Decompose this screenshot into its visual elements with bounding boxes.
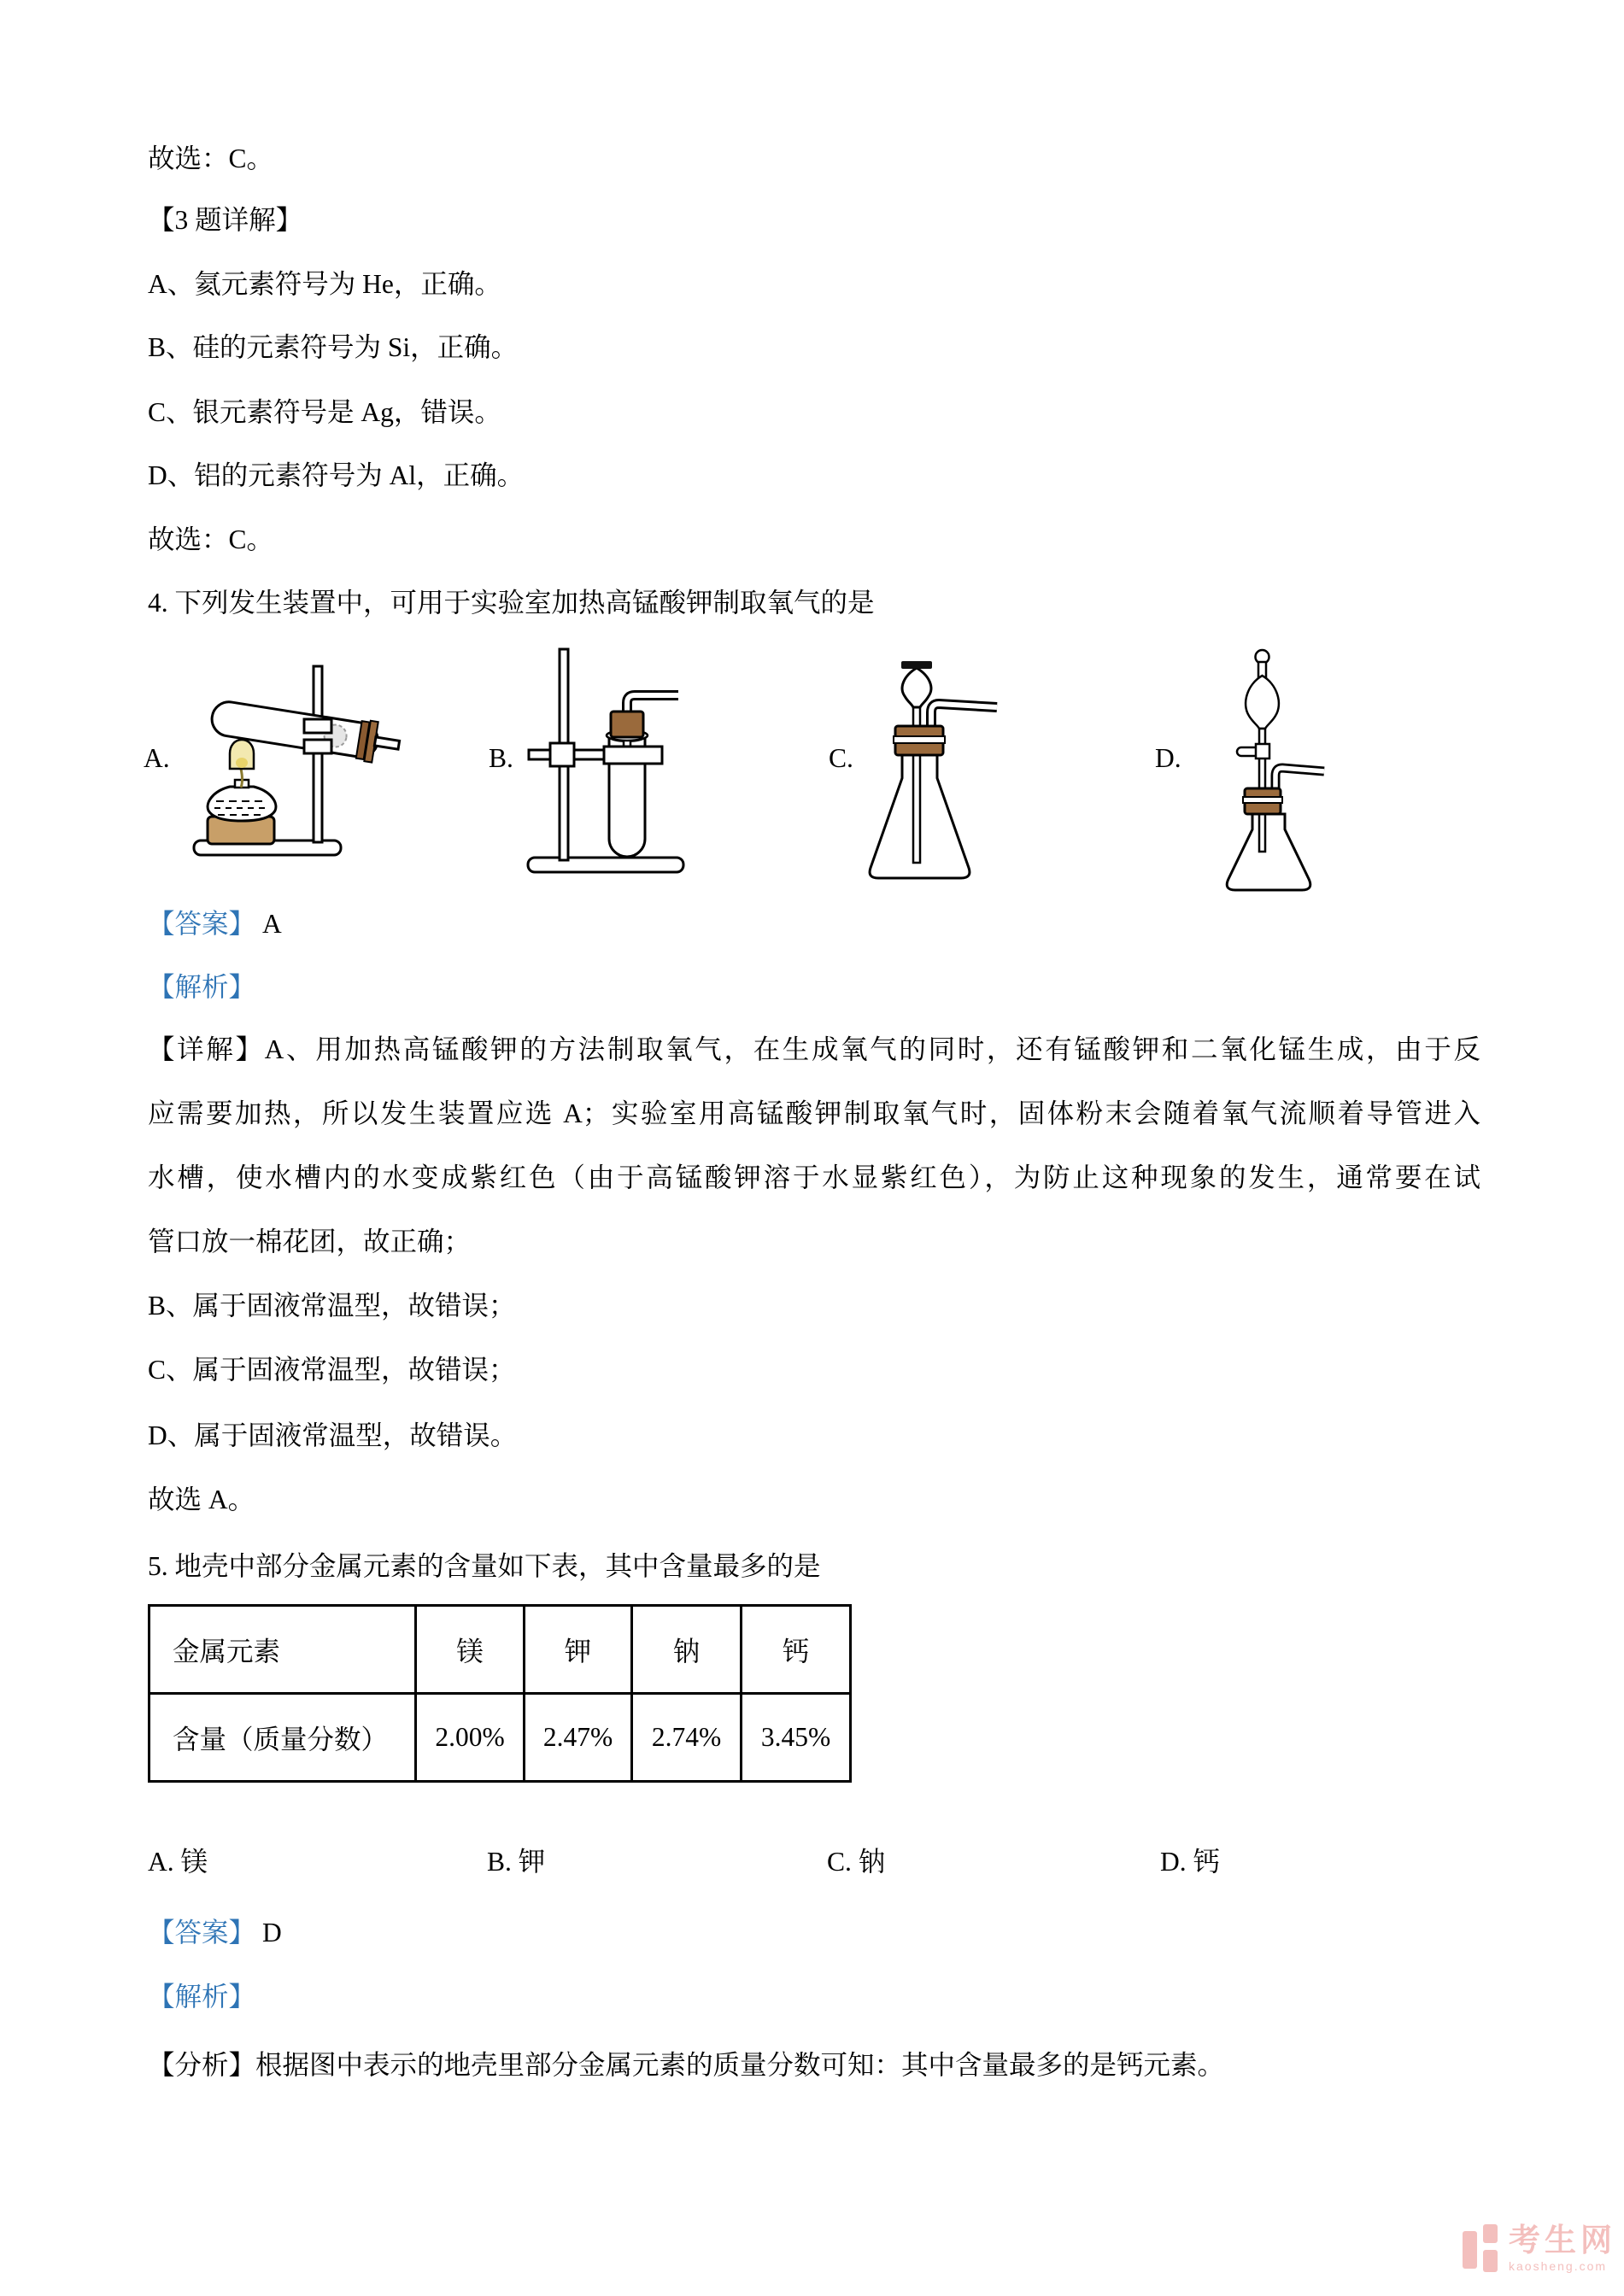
kaosheng-watermark: [1463, 2224, 1616, 2274]
q3-choose-line: 故选：C。: [148, 144, 274, 173]
table-header-cell: 钾: [525, 1606, 632, 1694]
q4-answer-line: [148, 892, 282, 956]
q4-option-label-b: B.: [489, 743, 513, 773]
q3-option-b: B、硅的元素符号为 Si，正确。: [148, 332, 519, 362]
q3-detail-header: 【3 题详解】: [148, 205, 303, 235]
q5-answer-line: [148, 1901, 282, 1965]
clamp: [304, 719, 331, 733]
table-header-row: [150, 1606, 851, 1694]
apparatus-d-flask-separating-funnel-icon: [1196, 647, 1341, 903]
separating-funnel: [1237, 650, 1279, 758]
conical-flask: [1227, 814, 1310, 890]
clamp: [529, 743, 662, 766]
q4-detail-line: 【详解】A、用加热高锰酸钾的方法制取氧气，在生成氧气的同时，还有锰酸钾和二氧化锰生成，由于反: [148, 1034, 1480, 1064]
answer-value: A: [262, 909, 282, 939]
rubber-stopper: [611, 712, 643, 737]
apparatus-a-heating-test-tube-icon: [192, 649, 406, 858]
q4-judge-c: C、属于固液常温型，故错误；: [148, 1355, 516, 1385]
answer-label: 【答案】: [148, 909, 256, 939]
apparatus-c-flask-thistle-funnel-icon: [850, 658, 1012, 901]
funnel-bulb: [902, 668, 931, 707]
q3-option-d: D、铝的元素符号为 Al，正确。: [148, 460, 525, 490]
q4-judge-d: D、属于固液常温型，故错误。: [148, 1420, 518, 1450]
q5-option-b: B. 钾: [487, 1847, 546, 1877]
table-cell: 2.74%: [632, 1694, 742, 1782]
q5-question: 5. 地壳中部分金属元素的含量如下表，其中含量最多的是: [148, 1551, 821, 1581]
delivery-tube: [1275, 768, 1324, 792]
apparatus-b-test-tube-stand-icon: [525, 645, 688, 876]
kaosheng-logo-icon: [1463, 2224, 1500, 2274]
q4-question: 4. 下列发生装置中，可用于实验室加热高锰酸钾制取氧气的是: [148, 588, 875, 618]
q4-analysis-label: 【解析】: [148, 972, 256, 1002]
alcohol-lamp: [208, 740, 276, 844]
table-data-row: [150, 1694, 851, 1782]
q4-choose-line: 故选 A。: [148, 1485, 255, 1514]
watermark-domain: kaosheng.com: [1509, 2259, 1608, 2273]
q4-detail-line: 应需要加热，所以发生装置应选 A；实验室用高锰酸钾制取氧气时，固体粉末会随着氧气流顺着导管进入: [148, 1098, 1480, 1128]
table-cell: 2.47%: [525, 1694, 632, 1782]
table-header-cell: 钙: [742, 1606, 851, 1694]
q5-option-d: D. 钙: [1160, 1847, 1220, 1877]
answer-value: D: [262, 1918, 282, 1948]
q5-option-a: A. 镁: [148, 1847, 208, 1877]
answer-label: 【答案】: [148, 1918, 256, 1948]
funnel-cap: [901, 661, 932, 669]
delivery-tube: [374, 737, 399, 749]
q4-option-label-c: C.: [829, 743, 853, 773]
q5-element-table: [148, 1604, 852, 1783]
q5-analysis-label: 【解析】: [148, 1982, 256, 2012]
table-header-cell: 金属元素: [150, 1606, 416, 1694]
q5-option-c: C. 钠: [827, 1847, 886, 1877]
table-header-cell: 钠: [632, 1606, 742, 1694]
q5-analysis-text: 【分析】根据图中表示的地壳里部分金属元素的质量分数可知：其中含量最多的是钙元素。: [148, 2050, 1225, 2080]
watermark-brand: 考生网: [1509, 2223, 1616, 2258]
q4-judge-b: B、属于固液常温型，故错误；: [148, 1291, 516, 1321]
table-cell: 2.00%: [416, 1694, 525, 1782]
table-cell: 含量（质量分数）: [150, 1694, 416, 1782]
q4-option-label-a: A.: [144, 743, 170, 773]
q3-option-c: C、银元素符号是 Ag，错误。: [148, 397, 501, 427]
q3-choose-line-2: 故选：C。: [148, 524, 274, 554]
q3-option-a: A、氦元素符号为 He，正确。: [148, 269, 501, 299]
q4-detail-line: 管口放一棉花团，故正确；: [148, 1227, 472, 1256]
table-header-cell: 镁: [416, 1606, 525, 1694]
table-cell: 3.45%: [742, 1694, 851, 1782]
q4-detail-line: 水槽，使水槽内的水变成紫红色（由于高锰酸钾溶于水显紫红色），为防止这种现象的发生，通常要在试: [148, 1163, 1480, 1192]
q4-option-label-d: D.: [1155, 743, 1181, 773]
